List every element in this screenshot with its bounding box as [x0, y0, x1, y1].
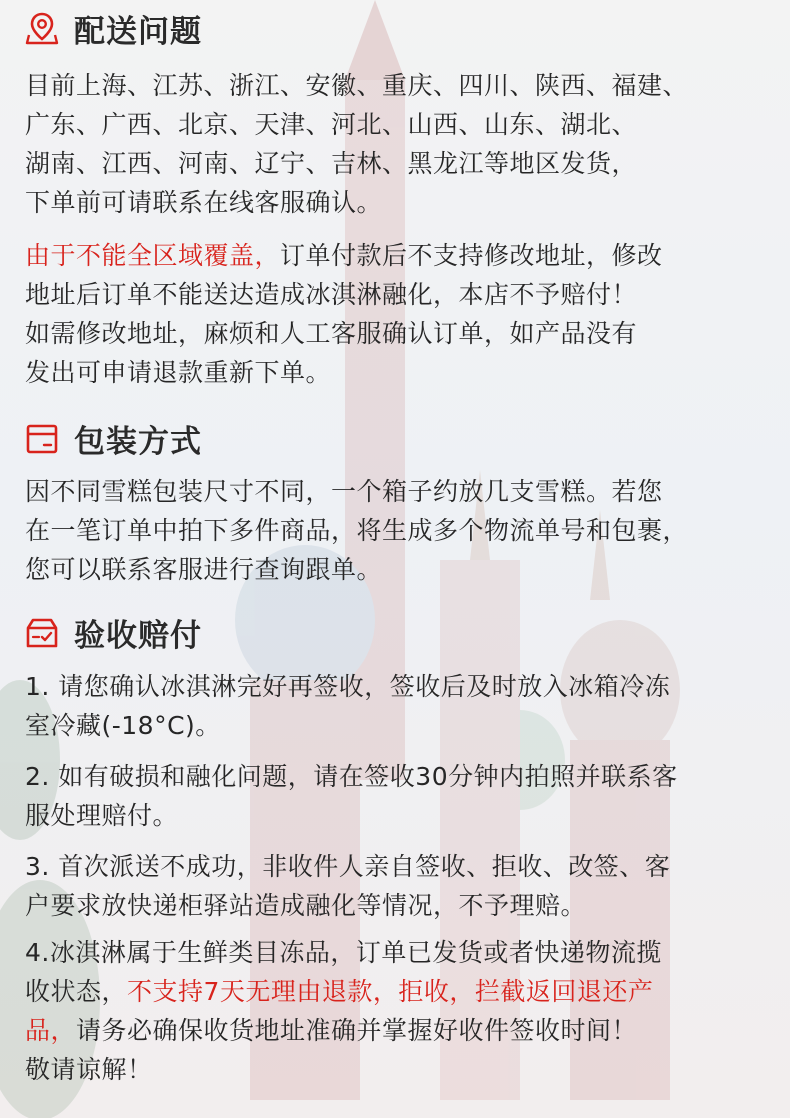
delivery-address-policy-paragraph	[25, 236, 780, 392]
map-location-pin-icon	[24, 10, 60, 46]
text-line: 发出可申请退款重新下单。	[25, 358, 332, 387]
red-warning-text: 不支持7天无理由退款，拒收，拦截返回退还产	[127, 977, 654, 1006]
inspection-item-1	[25, 667, 780, 745]
text-span: 收状态，	[25, 977, 128, 1006]
text-span: 请务必确保收货地址准确并掌握好收件签收时间！	[76, 1016, 638, 1045]
text-line: 2. 如有破损和融化问题，请在签收30分钟内拍照并联系客	[25, 762, 678, 791]
inspection-checklist-icon	[24, 614, 60, 650]
section-title-inspection	[24, 610, 202, 654]
text-line: 户要求放快递柜驿站造成融化等情况，不予理赔。	[25, 891, 587, 920]
package-box-icon	[24, 420, 60, 456]
text-line: 服处理赔付。	[25, 801, 179, 830]
text-line: 3. 首次派送不成功，非收件人亲自签收、拒收、改签、客	[25, 852, 671, 881]
packaging-paragraph	[25, 472, 780, 589]
text-line: 在一笔订单中拍下多件商品，将生成多个物流单号和包裹，	[25, 516, 689, 545]
text-line: 1. 请您确认冰淇淋完好再签收，签收后及时放入冰箱冷冻	[25, 672, 671, 701]
text-line	[25, 972, 780, 1011]
red-warning-text: 由于不能全区域覆盖，	[25, 241, 281, 270]
text-line	[25, 236, 780, 275]
text-line: 地址后订单不能送达造成冰淇淋融化，本店不予赔付！	[25, 280, 638, 309]
text-line: 广东、广西、北京、天津、河北、山西、山东、湖北、	[25, 110, 638, 139]
inspection-item-4	[25, 933, 780, 1089]
text-line: 敬请谅解！	[25, 1055, 153, 1084]
text-line: 湖南、江西、河南、辽宁、吉林、黑龙江等地区发货，	[25, 149, 638, 178]
section-title-delivery	[24, 6, 202, 50]
text-line: 目前上海、江苏、浙江、安徽、重庆、四川、陕西、福建、	[25, 71, 689, 100]
text-span: 订单付款后不支持修改地址，修改	[280, 241, 663, 270]
text-line: 下单前可请联系在线客服确认。	[25, 188, 383, 217]
inspection-item-2	[25, 757, 780, 835]
text-line: 您可以联系客服进行查询跟单。	[25, 555, 383, 584]
text-line: 如需修改地址，麻烦和人工客服确认订单，如产品没有	[25, 319, 638, 348]
inspection-item-3	[25, 847, 780, 925]
delivery-regions-paragraph	[25, 66, 780, 222]
red-warning-text: 品，	[25, 1016, 77, 1045]
text-line: 因不同雪糕包装尺寸不同，一个箱子约放几支雪糕。若您	[25, 477, 663, 506]
section-title-text: 验收赔付	[74, 617, 202, 654]
section-title-text: 配送问题	[74, 13, 202, 50]
text-line	[25, 1011, 780, 1050]
text-line: 4.冰淇淋属于生鲜类目冻品，订单已发货或者快递物流揽	[25, 938, 662, 967]
text-line: 室冷藏(-18°C)。	[25, 711, 221, 740]
section-title-text: 包装方式	[74, 423, 202, 460]
section-title-packaging	[24, 416, 202, 460]
